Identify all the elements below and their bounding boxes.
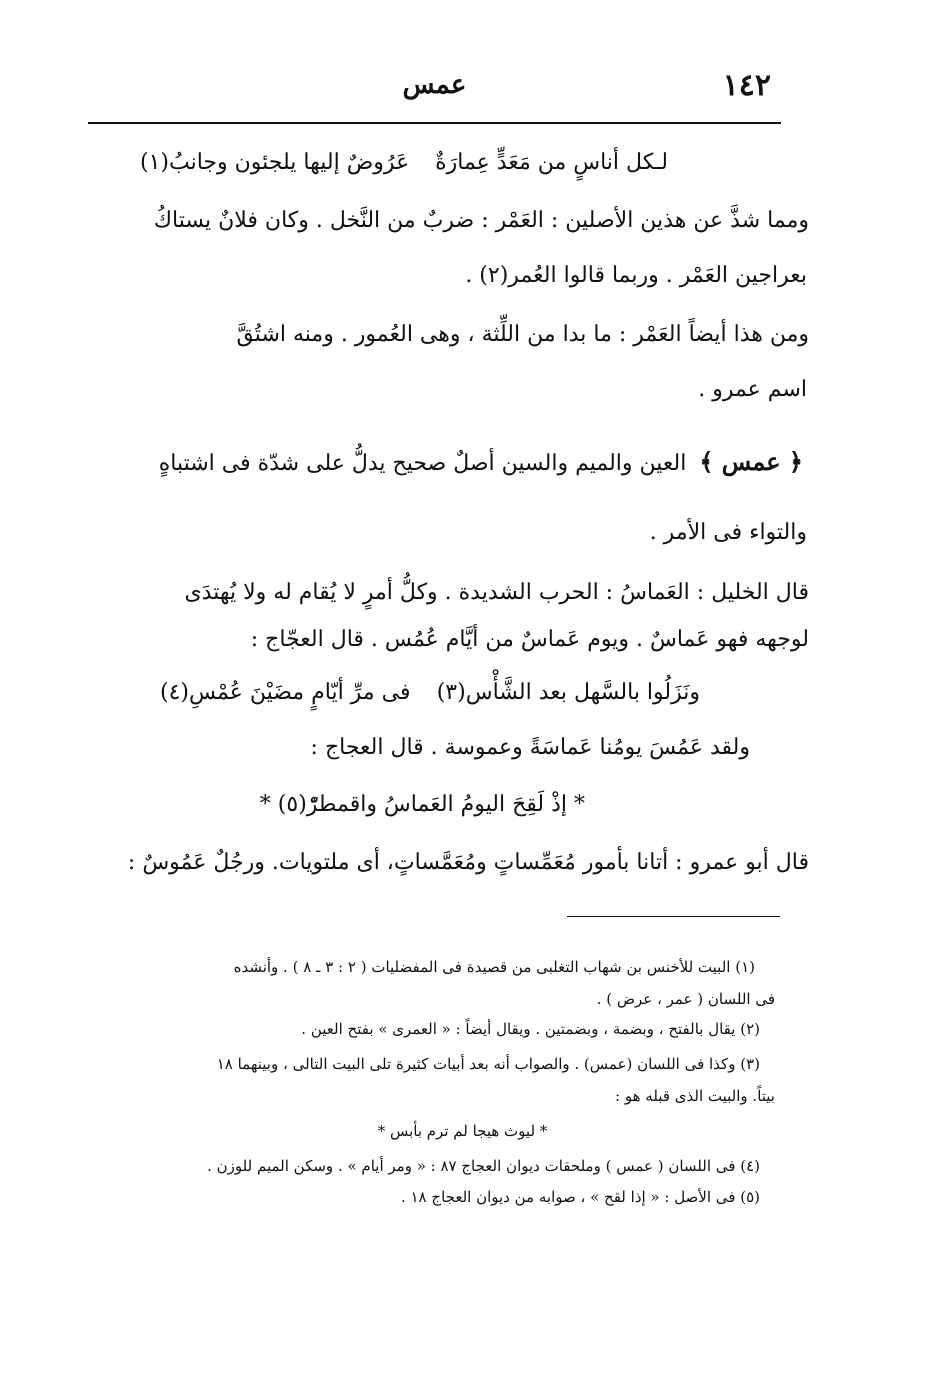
body-line: ومن هذا أيضاً العَمْر : ما بدا من اللِّثة ، وهى العُمور . ومنه اشتُقَّ (236, 322, 809, 347)
footnote-5: (٥) فى الأصل : « إذا لقح » ، صوابه من ديوان العجاج ١٨ . (400, 1188, 760, 1206)
footnote-2: (٢) يقال بالفتح ، وبضمة ، وبضمتين . ويقال أيضاً : « العمرى » بفتح العين . (301, 1020, 760, 1038)
header-rule (88, 122, 781, 124)
footnote-rule (567, 916, 780, 917)
body-line: ومما شذَّ عن هذين الأصلين : العَمْر : ضربٌ من النَّخل . وكان فلانٌ يستاكُ (153, 208, 809, 233)
entry-definition: العين والميم والسين أصلٌ صحيح يدلُّ على شدّة فى اشتباهٍ (158, 451, 687, 476)
footnote-3-cont: بيتاً. والبيت الذى قبله هو : (615, 1087, 775, 1105)
body-line: ولقد عَمُسَ يومُنا عَماسَةً وعموسة . قال العجاج : (310, 735, 750, 760)
footnote-1: (١) البيت للأخنس بن شهاب التغلبى من قصيدة فى المفضليات ( ٢ : ٣ ـ ٨ ) . وأنشده (233, 958, 755, 976)
running-head: عمس (402, 70, 467, 100)
footnote-1-cont: فى اللسان ( عمر ، عرض ) . (596, 990, 775, 1008)
body-line: قال أبو عمرو : أتانا بأمور مُعَمِّساتٍ ومُعَمَّساتٍ، أى ملتويات. ورجُلٌ عَمُوسٌ : (127, 850, 809, 875)
verse2-second-hemistich: فى مرِّ أيّامٍ مضَيْنَ عُمْسِ(٤) (160, 680, 411, 705)
page-number: ١٤٢ (722, 68, 771, 103)
page-header (88, 68, 781, 112)
verse1-first-hemistich: لـكل أناسٍ من مَعَدٍّ عِمارَةٌ (435, 150, 668, 175)
body-line: لوجهه فهو عَماسٌ . ويوم عَماسٌ من أيَّام عُمُس . قال العجّاج : (250, 627, 809, 652)
verse2-first-hemistich: ونَزَلُوا بالسَّهل بعد الشَّأْس(٣) (436, 680, 700, 705)
footnote-3: (٣) وكذا فى اللسان (عمس) . والصواب أنه بعد أبيات كثيرة تلى البيت التالى ، وبينهما ١٨ (216, 1055, 760, 1073)
body-line: قال الخليل : العَماسُ : الحرب الشديدة . وكلُّ أمرٍ لا يُقام له ولا يُهتدَى (184, 580, 809, 605)
verse1-second-hemistich: عَرُوضٌ إليها يلجئون وجانبُ(١) (140, 150, 410, 175)
verse3: * إذْ لَقِحَ اليومُ العَماسُ واقمطرّْ(٥) * (259, 792, 585, 817)
footnote-4: (٤) فى اللسان ( عمس ) وملحقات ديوان العجاج ٨٧ : « ومر أيام » . وسكن الميم للوزن . (207, 1157, 760, 1175)
entry-head-word: ﴿ عمس ﴾ (699, 447, 803, 476)
body-line: بعراجين العَمْر . وربما قالوا العُمر(٢) . (465, 263, 807, 288)
body-line: اسم عمرو . (698, 377, 807, 402)
footnote-3-verse: * ليوث هيجا لم ترم بأبس * (377, 1122, 548, 1140)
body-line: والتواء فى الأمر . (649, 520, 807, 545)
entry-line (119, 447, 809, 476)
